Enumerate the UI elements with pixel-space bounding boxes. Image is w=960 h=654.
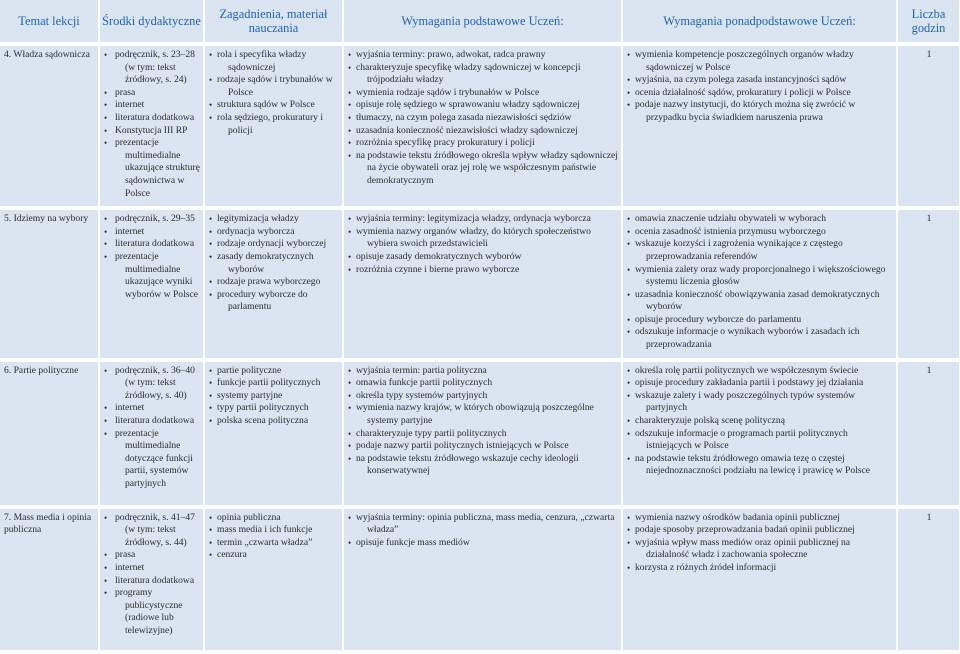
content-item-text: • opinia publiczna bbox=[217, 511, 281, 523]
content-item bbox=[209, 99, 339, 112]
content-item-text: • funkcje partii politycznych bbox=[217, 377, 321, 389]
advanced-requirement-item bbox=[627, 264, 893, 289]
advanced-requirement-item-text: • ocenia zasadność istnienia przymusu wyborczego bbox=[635, 225, 826, 237]
resource-item bbox=[104, 562, 200, 575]
resource-item-text: • internet bbox=[115, 225, 145, 237]
basic-requirement-item bbox=[348, 150, 618, 188]
resource-item bbox=[104, 365, 200, 403]
basic-requirement-item bbox=[348, 99, 618, 112]
advanced-requirement-item bbox=[627, 365, 893, 378]
resources-cell bbox=[99, 507, 204, 652]
basic-requirement-item bbox=[348, 440, 618, 453]
basic-requirement-item-text: • opisuje zasady demokratycznych wyborów bbox=[356, 250, 522, 262]
advanced-requirement-item bbox=[627, 415, 893, 428]
basic-requirement-item bbox=[348, 125, 618, 138]
content-item-text: • procedury wyborcze do parlamentu bbox=[217, 288, 308, 313]
content-list bbox=[209, 213, 339, 314]
basic-requirements-cell bbox=[343, 208, 622, 360]
resource-item-text: • internet bbox=[115, 99, 145, 111]
basic-requirement-item-text: • wymienia nazwy krajów, w których obowiązują poszczególne systemy partyjne bbox=[356, 402, 594, 427]
resource-item-text: • podręcznik, s. 23–28 (w tym: tekst źródłowy, s. 24) bbox=[115, 49, 195, 86]
basic-requirement-item-text: • charakteryzuje specyfikę władzy sądowniczej w koncepcji trójpodziału władzy bbox=[356, 61, 581, 86]
header-hours: Liczba godzin bbox=[897, 0, 960, 44]
advanced-requirement-item bbox=[627, 87, 893, 100]
basic-requirement-item bbox=[348, 62, 618, 87]
content-item bbox=[209, 390, 339, 403]
resource-item bbox=[104, 512, 200, 550]
basic-requirement-item-text: • wyjaśnia terminy: prawo, adwokat, radca prawny bbox=[356, 49, 546, 60]
basic-requirement-item bbox=[348, 251, 618, 264]
advanced-requirement-item-text: • wyjaśnia wpływ mass mediów oraz opinii publicznej na działalność władz i zachowania społeczne bbox=[635, 536, 851, 561]
resource-item bbox=[104, 587, 200, 637]
content-item-text: • typy partii politycznych bbox=[217, 402, 309, 414]
resource-item bbox=[104, 549, 200, 562]
basic-requirement-item-text: • opisuje rolę sędziego w sprawowaniu władzy sądowniczej bbox=[356, 99, 580, 111]
basic-requirement-item bbox=[348, 49, 618, 62]
advanced-requirement-item bbox=[627, 49, 893, 74]
advanced-requirement-item-text: • na podstawie tekstu źródłowego omawia tezę o częstej niejednoznaczności podziału na lewicę i prawicę w Polsce bbox=[635, 452, 871, 477]
advanced-requirements-list bbox=[627, 213, 893, 352]
content-item bbox=[209, 49, 339, 74]
content-item-text: • rodzaje ordynacji wyborczej bbox=[217, 238, 327, 250]
resource-item bbox=[104, 112, 200, 125]
content-cell bbox=[204, 507, 343, 652]
resource-item-text: • programy publicystyczne (radiowe lub telewizyjne) bbox=[115, 587, 183, 636]
content-item bbox=[209, 537, 339, 550]
basic-requirement-item bbox=[348, 512, 618, 537]
advanced-requirement-item bbox=[627, 390, 893, 415]
advanced-requirement-item-text: • ocenia działalność sądów, prokuratury i policji w Polsce bbox=[635, 86, 851, 98]
advanced-requirement-item-text: • wyjaśnia, na czym polega zasada instancyjności sądów bbox=[635, 74, 847, 86]
advanced-requirement-item bbox=[627, 238, 893, 263]
content-item bbox=[209, 276, 339, 289]
advanced-requirement-item-text: • podaje sposoby przeprowadzania badań opinii publicznej bbox=[635, 524, 855, 536]
advanced-requirement-item bbox=[627, 562, 893, 575]
resources-list bbox=[104, 49, 200, 200]
content-cell bbox=[204, 360, 343, 507]
basic-requirement-item bbox=[348, 377, 618, 390]
advanced-requirement-item-text: • podaje nazwy instytucji, do których można się zwrócić w przypadku bycia świadkiem naruszenia prawa bbox=[635, 99, 856, 123]
resources-list bbox=[104, 213, 200, 301]
basic-requirement-item-text: • rozróżnia specyfikę pracy prokuratury i policji bbox=[356, 137, 535, 149]
lesson-topic: 5. Idziemy na wybory bbox=[0, 208, 99, 360]
resource-item bbox=[104, 49, 200, 87]
resources-list bbox=[104, 512, 200, 638]
content-item bbox=[209, 512, 339, 525]
basic-requirement-item bbox=[348, 112, 618, 125]
resource-item-text: • internet bbox=[115, 402, 145, 414]
advanced-requirement-item-text: • wymienia nazwy ośrodków badania opinii publicznej bbox=[635, 511, 840, 523]
advanced-requirement-item bbox=[627, 377, 893, 390]
basic-requirement-item bbox=[348, 226, 618, 251]
content-item bbox=[209, 365, 339, 378]
advanced-requirement-item-text: • charakteryzuje polską scenę polityczną bbox=[635, 415, 785, 427]
resources-cell bbox=[99, 208, 204, 360]
header-row bbox=[0, 0, 960, 44]
resource-item bbox=[104, 213, 200, 226]
advanced-requirement-item-text: • omawia znaczenie udziału obywateli w wyborach bbox=[635, 213, 826, 225]
content-item bbox=[209, 251, 339, 276]
content-item-text: • termin „czwarta władza” bbox=[217, 536, 313, 548]
resource-item bbox=[104, 238, 200, 251]
basic-requirements-list bbox=[348, 512, 618, 550]
basic-requirement-item bbox=[348, 537, 618, 550]
basic-requirements-list bbox=[348, 365, 618, 478]
advanced-requirement-item bbox=[627, 99, 893, 124]
content-item bbox=[209, 238, 339, 251]
content-item-text: • rola sędziego, prokuratury i policji bbox=[217, 111, 324, 136]
advanced-requirement-item-text: • odszukuje informacje o programach partii politycznych istniejących w Polsce bbox=[635, 427, 848, 452]
resource-item bbox=[104, 87, 200, 100]
content-item-text: • rola i specyfika władzy sądowniczej bbox=[217, 49, 307, 73]
resource-item-text: • podręcznik, s. 41–47 (w tym: tekst źródłowy, s. 44) bbox=[115, 511, 195, 548]
advanced-requirement-item bbox=[627, 289, 893, 314]
lesson-topic: 7. Mass media i opinia publiczna bbox=[0, 507, 99, 652]
basic-requirement-item bbox=[348, 428, 618, 441]
lesson-row bbox=[0, 507, 960, 652]
basic-requirement-item bbox=[348, 402, 618, 427]
advanced-requirement-item bbox=[627, 428, 893, 453]
advanced-requirements-list bbox=[627, 512, 893, 575]
content-item bbox=[209, 549, 339, 562]
basic-requirement-item-text: • omawia funkcje partii politycznych bbox=[356, 377, 493, 389]
advanced-requirement-item-text: • korzysta z różnych źródeł informacji bbox=[635, 562, 777, 574]
advanced-requirement-item bbox=[627, 326, 893, 351]
advanced-requirement-item-text: • wymienia zalety oraz wady proporcjonalnego i większościowego systemu liczenia głosów bbox=[635, 263, 886, 288]
lesson-row bbox=[0, 360, 960, 507]
basic-requirement-item bbox=[348, 87, 618, 100]
basic-requirements-list bbox=[348, 49, 618, 188]
basic-requirement-item-text: • rozróżnia czynne i bierne prawo wyborcze bbox=[356, 263, 520, 275]
resource-item-text: • Konstytucja III RP bbox=[115, 124, 188, 136]
resource-item-text: • literatura dodatkowa bbox=[115, 415, 195, 427]
resource-item-text: • literatura dodatkowa bbox=[115, 574, 195, 586]
advanced-requirements-cell bbox=[622, 360, 897, 507]
content-item bbox=[209, 74, 339, 99]
basic-requirement-item-text: • wymienia nazwy organów władzy, do których społeczeństwo wybiera swoich przedstawicieli bbox=[356, 225, 591, 250]
header-advanced-requirements: Wymagania ponadpodstawowe Uczeń: bbox=[622, 0, 897, 44]
resource-item bbox=[104, 415, 200, 428]
advanced-requirement-item-text: • wskazuje zalety i wady poszczególnych typów systemów partyjnych bbox=[635, 389, 856, 414]
advanced-requirement-item bbox=[627, 524, 893, 537]
advanced-requirements-list bbox=[627, 365, 893, 478]
content-item bbox=[209, 112, 339, 137]
resource-item bbox=[104, 428, 200, 491]
content-item bbox=[209, 213, 339, 226]
basic-requirement-item bbox=[348, 390, 618, 403]
advanced-requirements-cell bbox=[622, 208, 897, 360]
basic-requirement-item-text: • wyjaśnia termin: partia polityczna bbox=[356, 364, 487, 376]
content-cell bbox=[204, 44, 343, 208]
resource-item bbox=[104, 402, 200, 415]
advanced-requirement-item bbox=[627, 314, 893, 327]
lesson-hours: 1 bbox=[897, 507, 960, 652]
content-list bbox=[209, 365, 339, 428]
content-item-text: • systemy partyjne bbox=[217, 389, 283, 401]
resources-cell bbox=[99, 44, 204, 208]
lesson-topic: 4. Władza sądownicza bbox=[0, 44, 99, 208]
content-item bbox=[209, 415, 339, 428]
basic-requirements-list bbox=[348, 213, 618, 276]
lesson-row bbox=[0, 208, 960, 360]
content-item bbox=[209, 226, 339, 239]
resource-item bbox=[104, 251, 200, 301]
basic-requirement-item-text: • wyjaśnia terminy: opinia publiczna, mass media, cenzura, „czwarta władza” bbox=[356, 511, 615, 536]
basic-requirement-item-text: • podaje nazwy partii politycznych istniejących w Polsce bbox=[356, 440, 569, 452]
content-item-text: • partie polityczne bbox=[217, 364, 282, 376]
resource-item bbox=[104, 137, 200, 200]
advanced-requirement-item bbox=[627, 74, 893, 87]
basic-requirements-cell bbox=[343, 44, 622, 208]
basic-requirement-item bbox=[348, 264, 618, 277]
basic-requirement-item bbox=[348, 137, 618, 150]
content-item-text: • rodzaje prawa wyborczego bbox=[217, 276, 321, 288]
basic-requirement-item bbox=[348, 213, 618, 226]
content-item bbox=[209, 402, 339, 415]
header-resources: Środki dydaktyczne bbox=[99, 0, 204, 44]
content-item bbox=[209, 289, 339, 314]
advanced-requirement-item-text: • uzasadnia konieczność obowiązywania zasad demokratycznych wyborów bbox=[635, 288, 880, 313]
lesson-topic: 6. Partie polityczne bbox=[0, 360, 99, 507]
basic-requirements-cell bbox=[343, 360, 622, 507]
resource-item-text: • prezentacje multimedialne ukazujące wyniki wyborów w Polsce bbox=[115, 250, 199, 300]
resource-item bbox=[104, 99, 200, 112]
resource-item-text: • literatura dodatkowa bbox=[115, 111, 195, 123]
resource-item-text: • prasa bbox=[115, 549, 136, 561]
resource-item-text: • prezentacje multimedialne dotyczące funkcji partii, systemów partyjnych bbox=[115, 427, 193, 489]
basic-requirements-cell bbox=[343, 507, 622, 652]
content-item-text: • rodzaje sądów i trybunałów w Polsce bbox=[217, 74, 333, 98]
content-item bbox=[209, 524, 339, 537]
resource-item bbox=[104, 226, 200, 239]
content-item-text: • cenzura bbox=[217, 549, 247, 561]
advanced-requirements-cell bbox=[622, 507, 897, 652]
content-item-text: • legitymizacja władzy bbox=[217, 213, 299, 225]
resources-list bbox=[104, 365, 200, 491]
content-list bbox=[209, 49, 339, 137]
header-topic: Temat lekcji bbox=[0, 0, 99, 44]
basic-requirement-item-text: • wymienia rodzaje sądów i trybunałów w Polsce bbox=[356, 86, 540, 98]
resource-item-text: • internet bbox=[115, 562, 145, 574]
content-item-text: • struktura sądów w Polsce bbox=[217, 99, 315, 111]
basic-requirement-item bbox=[348, 453, 618, 478]
advanced-requirement-item-text: • wymienia kompetencje poszczególnych organów władzy sądowniczej w Polsce bbox=[635, 49, 854, 73]
content-item bbox=[209, 377, 339, 390]
resource-item-text: • literatura dodatkowa bbox=[115, 238, 195, 250]
advanced-requirement-item bbox=[627, 213, 893, 226]
content-item-text: • ordynacja wyborcza bbox=[217, 225, 295, 237]
basic-requirement-item-text: • tłumaczy, na czym polega zasada niezawisłości sędziów bbox=[356, 111, 572, 123]
lesson-hours: 1 bbox=[897, 360, 960, 507]
lesson-row bbox=[0, 44, 960, 208]
resources-cell bbox=[99, 360, 204, 507]
advanced-requirement-item-text: • określa rolę partii politycznych we współczesnym świecie bbox=[635, 364, 859, 376]
lesson-hours: 1 bbox=[897, 44, 960, 208]
basic-requirement-item-text: • wyjaśnia terminy: legitymizacja władzy, ordynacja wyborcza bbox=[356, 213, 591, 225]
header-content: Zagadnienia, materiał nauczania bbox=[204, 0, 343, 44]
resource-item-text: • podręcznik, s. 29–35 bbox=[115, 213, 195, 225]
basic-requirement-item-text: • opisuje funkcje mass mediów bbox=[356, 536, 470, 548]
basic-requirement-item-text: • na podstawie tekstu źródłowego określa wpływ władzy sądowniczej na życie obywateli oraz jej rolę we współczesnym państwie demokratycznym bbox=[356, 149, 618, 186]
content-list bbox=[209, 512, 339, 562]
basic-requirement-item-text: • na podstawie tekstu źródłowego wskazuje cechy ideologii konserwatywnej bbox=[356, 452, 579, 477]
content-item-text: • mass media i ich funkcje bbox=[217, 524, 313, 536]
basic-requirement-item-text: • określa typy systemów partyjnych bbox=[356, 389, 488, 401]
lesson-hours: 1 bbox=[897, 208, 960, 360]
advanced-requirement-item-text: • opisuje procedury zakładania partii i podstawy jej działania bbox=[635, 377, 864, 389]
advanced-requirement-item-text: • opisuje procedury wyborcze do parlamentu bbox=[635, 313, 802, 325]
resource-item-text: • prezentacje multimedialne ukazujące strukturę sądownictwa w Polsce bbox=[115, 137, 200, 199]
content-item-text: • zasady demokratycznych wyborów bbox=[217, 250, 314, 275]
basic-requirement-item-text: • uzasadnia konieczność niezawisłości władzy sądowniczej bbox=[356, 124, 578, 136]
content-cell bbox=[204, 208, 343, 360]
advanced-requirement-item-text: • wskazuje korzyści i zagrożenia wynikające z częstego przeprowadzania referendów bbox=[635, 238, 843, 262]
header-basic-requirements: Wymagania podstawowe Uczeń: bbox=[343, 0, 622, 44]
advanced-requirement-item bbox=[627, 512, 893, 525]
advanced-requirements-cell bbox=[622, 44, 897, 208]
advanced-requirements-list bbox=[627, 49, 893, 125]
advanced-requirement-item bbox=[627, 226, 893, 239]
resource-item-text: • prasa bbox=[115, 86, 136, 98]
advanced-requirement-item-text: • odszukuje informacje o wynikach wyborów i zasadach ich przeprowadzania bbox=[635, 326, 860, 351]
content-item-text: • polska scena polityczna bbox=[217, 415, 309, 427]
basic-requirement-item bbox=[348, 365, 618, 378]
resource-item bbox=[104, 125, 200, 138]
advanced-requirement-item bbox=[627, 453, 893, 478]
basic-requirement-item-text: • charakteryzuje typy partii politycznych bbox=[356, 427, 507, 439]
resource-item bbox=[104, 575, 200, 588]
advanced-requirement-item bbox=[627, 537, 893, 562]
resource-item-text: • podręcznik, s. 36–40 (w tym: tekst źródłowy, s. 40) bbox=[115, 364, 195, 401]
